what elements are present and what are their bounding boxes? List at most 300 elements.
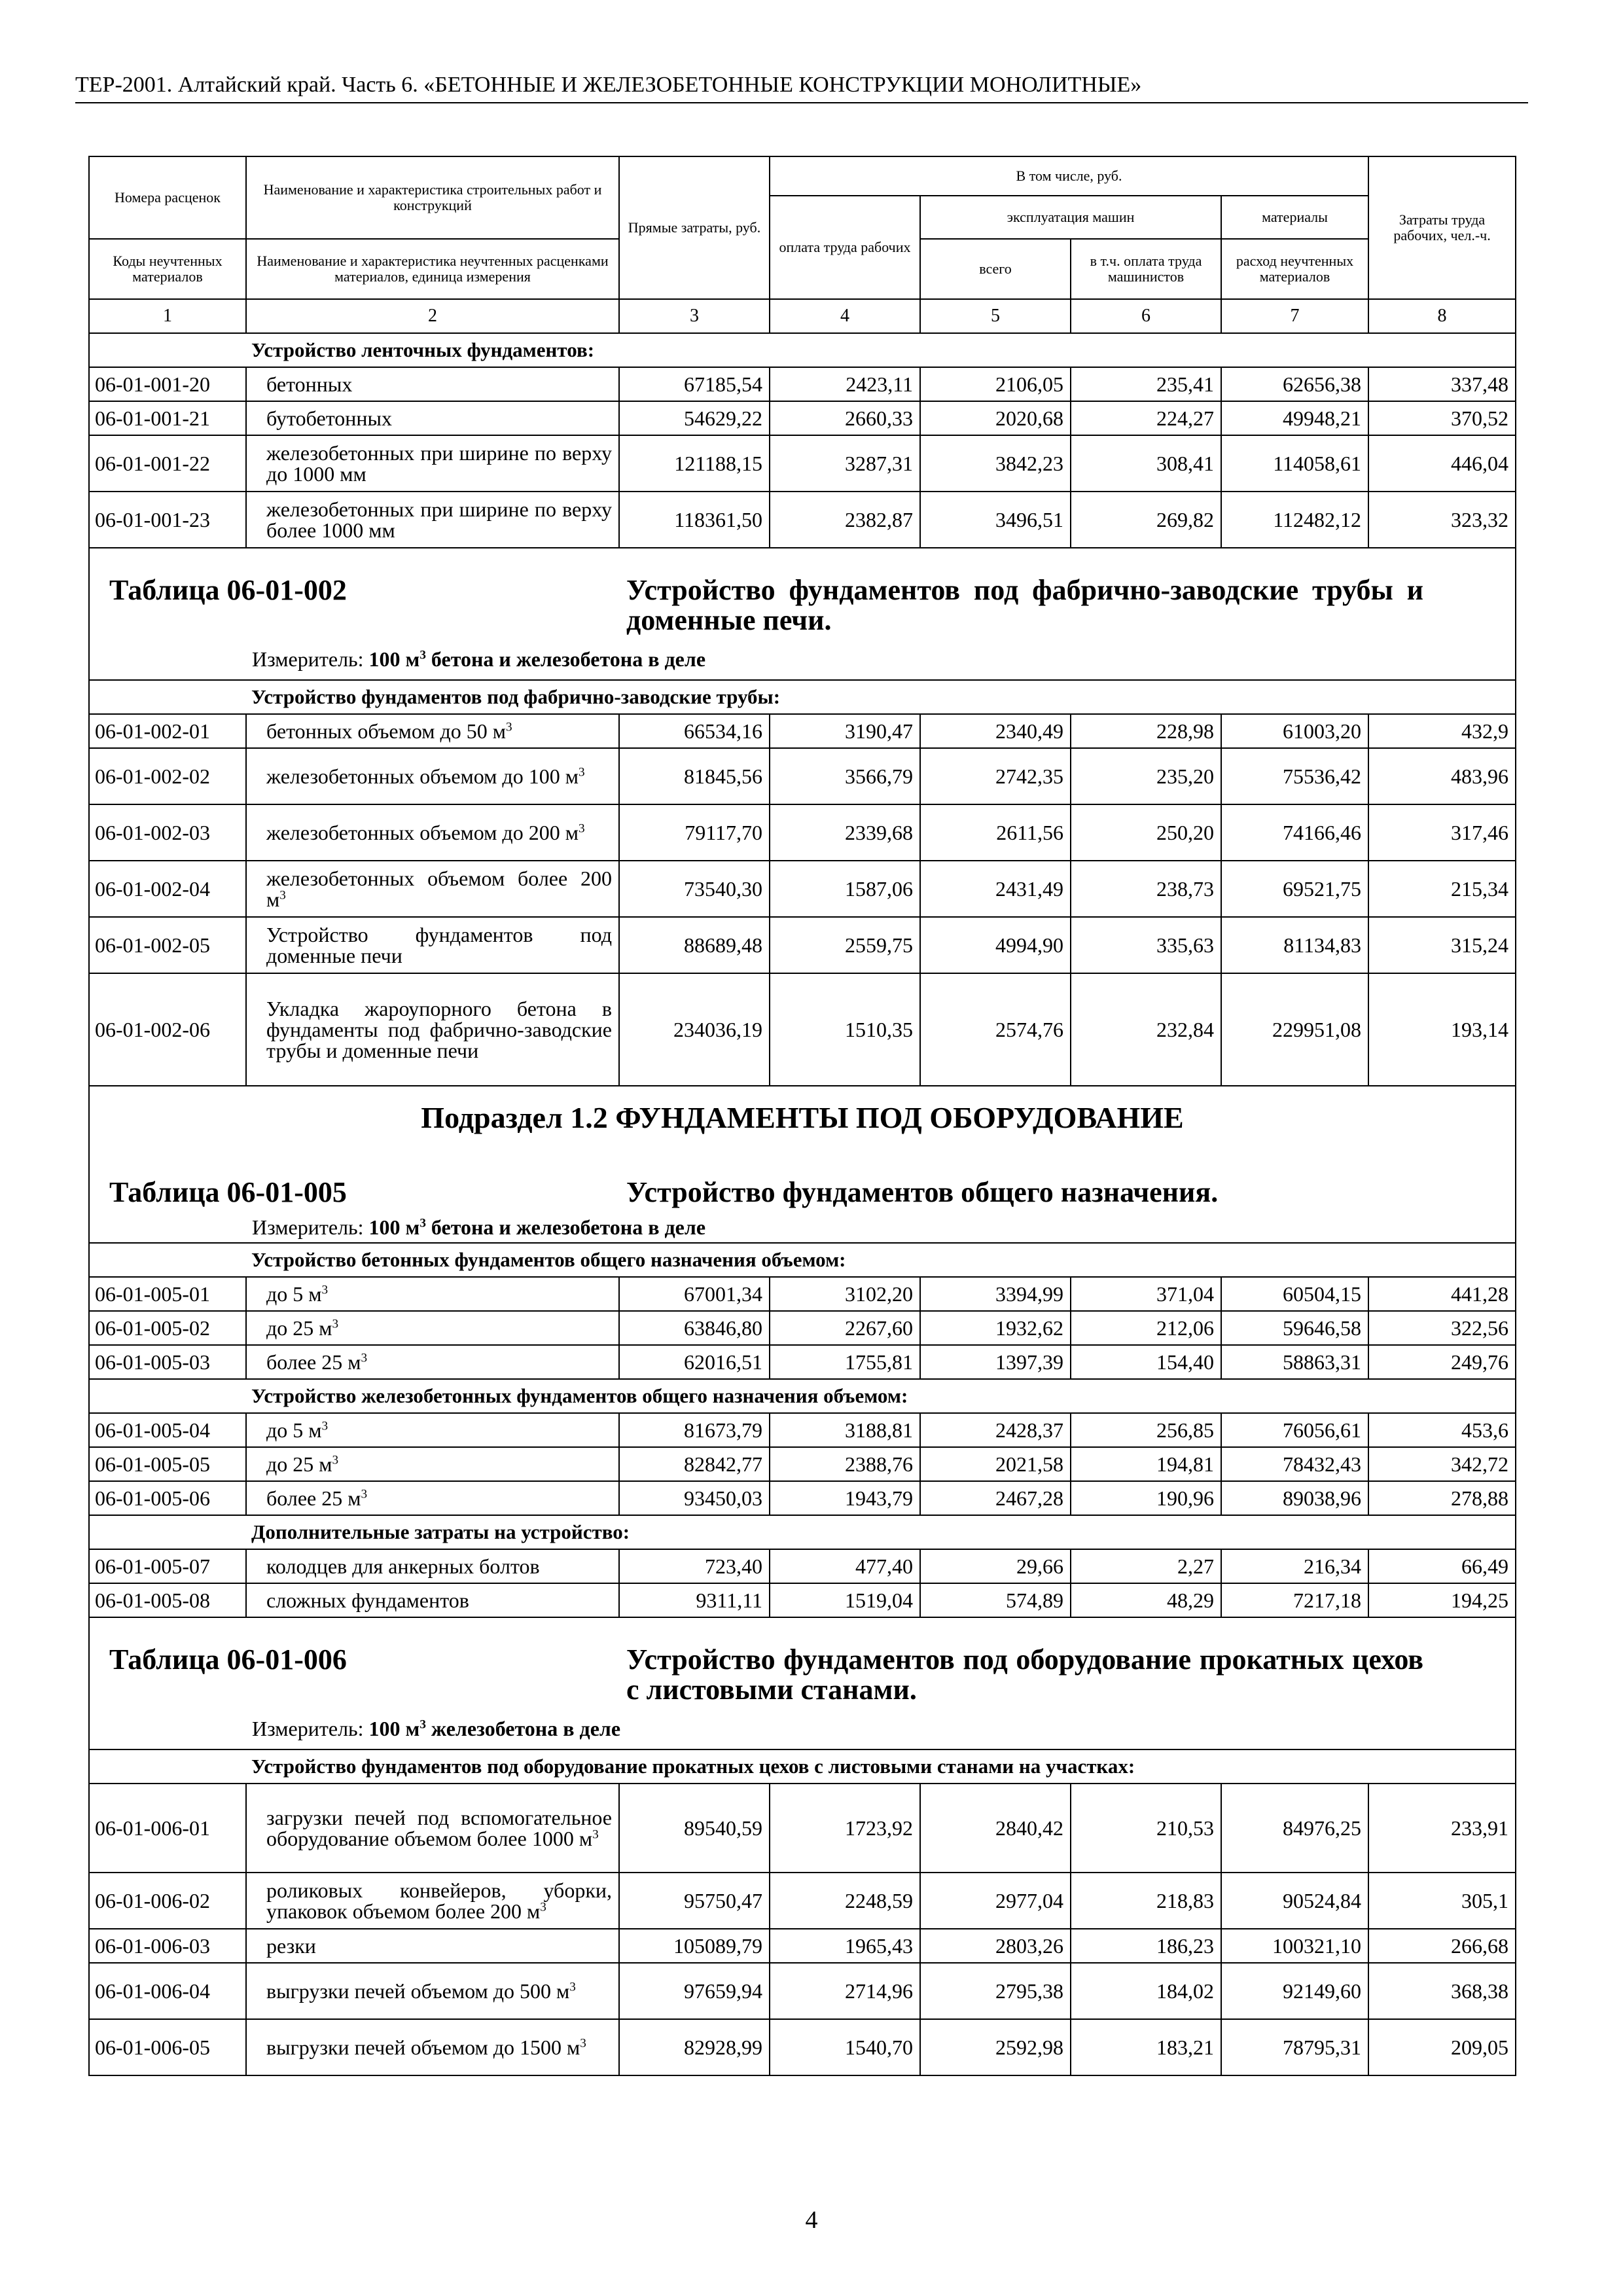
rate-name <box>246 973 619 1086</box>
group-code-cell <box>89 1749 246 1784</box>
cell-direct: 95750,47 <box>619 1873 770 1929</box>
cell-labor: 323,32 <box>1368 492 1516 548</box>
unit-exponent: 3 <box>578 765 585 780</box>
cell-materials: 58863,31 <box>1221 1345 1368 1379</box>
col-direct-header: Прямые затраты, руб. <box>619 156 770 299</box>
rate-code: 06-01-005-06 <box>89 1481 246 1515</box>
cell-labor: 193,14 <box>1368 973 1516 1086</box>
table-row <box>89 1784 1516 1873</box>
cell-machines: 574,89 <box>920 1583 1071 1617</box>
table-row <box>89 714 1516 748</box>
cell-machines: 2803,26 <box>920 1929 1071 1963</box>
cell-machinist: 250,20 <box>1071 804 1221 861</box>
cell-materials: 62656,38 <box>1221 367 1368 401</box>
cell-machinist: 184,02 <box>1071 1963 1221 2019</box>
cell-direct: 67185,54 <box>619 367 770 401</box>
cell-direct: 66534,16 <box>619 714 770 748</box>
table-title: Устройство фундаментов под фабрично-заводские трубы и доменные печи. <box>626 574 1424 636</box>
rate-name <box>246 861 619 917</box>
group-heading: Устройство фундаментов под фабрично-заводские трубы: <box>246 680 1516 714</box>
cell-direct: 121188,15 <box>619 435 770 492</box>
group-heading: Устройство бетонных фундаментов общего назначения объемом: <box>246 1243 1516 1277</box>
rate-name <box>246 1784 619 1873</box>
table-row <box>89 917 1516 973</box>
table-row <box>89 973 1516 1086</box>
cell-labor: 342,72 <box>1368 1447 1516 1481</box>
cell-labor-pay: 1755,81 <box>770 1345 920 1379</box>
measure-desc: железобетона в деле <box>425 1717 621 1740</box>
col-num: 3 <box>619 299 770 333</box>
col-name-header: Наименование и характеристика строительных работ и конструкций <box>246 156 619 239</box>
cell-machines: 2611,56 <box>920 804 1071 861</box>
cell-materials: 229951,08 <box>1221 973 1368 1086</box>
cell-machines: 2021,58 <box>920 1447 1071 1481</box>
col-codes-sub-header: Коды неучтенных материалов <box>89 239 246 299</box>
measure-label: Измеритель: <box>252 647 364 671</box>
cell-machinist: 232,84 <box>1071 973 1221 1086</box>
unit-exponent: 3 <box>569 1980 576 1994</box>
cell-direct: 93450,03 <box>619 1481 770 1515</box>
cell-machinist: 224,27 <box>1071 401 1221 435</box>
unit-exponent: 3 <box>419 648 426 662</box>
cell-materials: 74166,46 <box>1221 804 1368 861</box>
cell-labor: 322,56 <box>1368 1311 1516 1345</box>
cell-materials: 61003,20 <box>1221 714 1368 748</box>
cell-machinist: 194,81 <box>1071 1447 1221 1481</box>
cell-machines: 3842,23 <box>920 435 1071 492</box>
cell-machines: 2020,68 <box>920 401 1071 435</box>
rate-code: 06-01-002-06 <box>89 973 246 1086</box>
rate-name-text: железобетонных при ширине по верху более 1000 мм <box>266 497 612 542</box>
rate-code: 06-01-001-21 <box>89 401 246 435</box>
rate-name-text: бетонных объемом до 50 м <box>266 719 507 743</box>
group-code-cell <box>89 333 246 367</box>
table-number: Таблица 06-01-006 <box>109 1643 347 1676</box>
table-number: Таблица 06-01-002 <box>109 574 347 606</box>
cell-machinist: 212,06 <box>1071 1311 1221 1345</box>
rate-code: 06-01-002-03 <box>89 804 246 861</box>
col-machines-header: эксплуатация машин <box>920 196 1221 239</box>
measure-line <box>252 1717 620 1740</box>
rate-name-text: более 25 м <box>266 1350 361 1374</box>
rate-name-text: железобетонных объемом более 200 м <box>266 867 612 911</box>
measure-line <box>252 647 705 671</box>
rate-name-text: загрузки печей под вспомогательное оборудование объемом более 1000 м <box>266 1806 612 1850</box>
rate-code: 06-01-005-07 <box>89 1549 246 1583</box>
col-codes-header: Номера расценок <box>89 156 246 239</box>
cell-direct: 73540,30 <box>619 861 770 917</box>
cell-materials: 78795,31 <box>1221 2019 1368 2075</box>
rate-code: 06-01-002-04 <box>89 861 246 917</box>
cell-labor: 194,25 <box>1368 1583 1516 1617</box>
rate-name <box>246 1481 619 1515</box>
cell-labor: 209,05 <box>1368 2019 1516 2075</box>
section-inner <box>90 549 1515 679</box>
rate-name <box>246 1345 619 1379</box>
cell-labor: 66,49 <box>1368 1549 1516 1583</box>
cell-materials: 75536,42 <box>1221 748 1368 804</box>
cell-direct: 79117,70 <box>619 804 770 861</box>
cell-materials: 76056,61 <box>1221 1413 1368 1447</box>
group-row <box>89 680 1516 714</box>
cell-labor-pay: 1540,70 <box>770 2019 920 2075</box>
rate-name <box>246 492 619 548</box>
cell-materials: 114058,61 <box>1221 435 1368 492</box>
rate-name <box>246 804 619 861</box>
cell-labor: 278,88 <box>1368 1481 1516 1515</box>
table-row <box>89 1583 1516 1617</box>
col-laborpay-header: оплата труда рабочих <box>770 196 920 299</box>
table-row <box>89 1413 1516 1447</box>
cell-machinist: 183,21 <box>1071 2019 1221 2075</box>
section-cell <box>89 548 1516 680</box>
cell-machines: 2106,05 <box>920 367 1071 401</box>
cell-machinist: 269,82 <box>1071 492 1221 548</box>
cell-machines: 4994,90 <box>920 917 1071 973</box>
rate-name <box>246 1277 619 1311</box>
section-inner <box>90 1087 1515 1242</box>
cell-direct: 67001,34 <box>619 1277 770 1311</box>
rate-name <box>246 1311 619 1345</box>
table-title: Устройство фундаментов под оборудование прокатных цехов с листовыми станами. <box>626 1643 1424 1706</box>
group-heading: Устройство ленточных фундаментов: <box>246 333 1516 367</box>
unit-exponent: 3 <box>578 821 585 836</box>
rate-code: 06-01-001-20 <box>89 367 246 401</box>
cell-labor: 368,38 <box>1368 1963 1516 2019</box>
rate-name <box>246 2019 619 2075</box>
cell-labor: 337,48 <box>1368 367 1516 401</box>
rate-name <box>246 401 619 435</box>
cell-machinist: 218,83 <box>1071 1873 1221 1929</box>
unit-exponent: 3 <box>592 1827 599 1842</box>
rate-code: 06-01-006-02 <box>89 1873 246 1929</box>
measure-unit: 100 м <box>368 1215 420 1239</box>
rate-name-text: бутобетонных <box>266 406 392 430</box>
section-row <box>89 548 1516 680</box>
cell-machines: 2840,42 <box>920 1784 1071 1873</box>
rate-name-text: выгрузки печей объемом до 500 м <box>266 1979 570 2003</box>
rate-name-text: Укладка жароупорного бетона в фундаменты под фабрично-заводские трубы и доменные печи <box>266 997 612 1062</box>
unit-exponent: 3 <box>321 1283 329 1297</box>
section-row <box>89 1617 1516 1749</box>
cell-labor-pay: 3566,79 <box>770 748 920 804</box>
cell-labor: 266,68 <box>1368 1929 1516 1963</box>
rates-table <box>88 156 1516 2076</box>
group-heading: Устройство железобетонных фундаментов общего назначения объемом: <box>246 1379 1516 1413</box>
cell-machines: 29,66 <box>920 1549 1071 1583</box>
section-row <box>89 1086 1516 1243</box>
col-num: 5 <box>920 299 1071 333</box>
measure-unit: 100 м <box>368 1717 420 1740</box>
group-heading: Устройство фундаментов под оборудование прокатных цехов с листовыми станами на участках: <box>246 1749 1516 1784</box>
cell-direct: 118361,50 <box>619 492 770 548</box>
unit-exponent: 3 <box>419 1717 426 1732</box>
cell-machinist: 190,96 <box>1071 1481 1221 1515</box>
rate-name-text: до 5 м <box>266 1282 322 1306</box>
cell-labor-pay: 1723,92 <box>770 1784 920 1873</box>
col-num: 2 <box>246 299 619 333</box>
rate-code: 06-01-005-02 <box>89 1311 246 1345</box>
cell-materials: 84976,25 <box>1221 1784 1368 1873</box>
table-title: Устройство фундаментов общего назначения. <box>626 1176 1219 1208</box>
cell-machines: 2592,98 <box>920 2019 1071 2075</box>
unit-exponent: 3 <box>332 1317 339 1331</box>
rate-name-text: бетонных <box>266 372 353 396</box>
rate-name-text: сложных фундаментов <box>266 1588 469 1612</box>
unit-exponent: 3 <box>540 1900 546 1914</box>
table-row <box>89 1447 1516 1481</box>
measure-value <box>369 1717 621 1740</box>
cell-machines: 2340,49 <box>920 714 1071 748</box>
cell-labor-pay: 3190,47 <box>770 714 920 748</box>
cell-materials: 7217,18 <box>1221 1583 1368 1617</box>
table-row <box>89 1929 1516 1963</box>
rate-name <box>246 1873 619 1929</box>
rate-name <box>246 367 619 401</box>
rate-name <box>246 917 619 973</box>
rate-name-text: резки <box>266 1934 316 1958</box>
group-code-cell <box>89 1243 246 1277</box>
section-cell <box>89 1617 1516 1749</box>
cell-materials: 81134,83 <box>1221 917 1368 973</box>
cell-direct: 81845,56 <box>619 748 770 804</box>
col-num: 1 <box>89 299 246 333</box>
rate-name-text: выгрузки печей объемом до 1500 м <box>266 2036 580 2059</box>
table-row <box>89 1481 1516 1515</box>
rate-code: 06-01-005-05 <box>89 1447 246 1481</box>
cell-machinist: 48,29 <box>1071 1583 1221 1617</box>
rate-code: 06-01-005-08 <box>89 1583 246 1617</box>
measure-value <box>369 647 706 671</box>
section-inner <box>90 1619 1515 1748</box>
group-row <box>89 333 1516 367</box>
cell-labor: 483,96 <box>1368 748 1516 804</box>
cell-materials: 89038,96 <box>1221 1481 1368 1515</box>
cell-labor: 446,04 <box>1368 435 1516 492</box>
table-row <box>89 1549 1516 1583</box>
cell-direct: 234036,19 <box>619 973 770 1086</box>
cell-machines: 1397,39 <box>920 1345 1071 1379</box>
measure-line <box>252 1215 705 1239</box>
cell-machinist: 371,04 <box>1071 1277 1221 1311</box>
rate-name <box>246 1583 619 1617</box>
cell-labor-pay: 1587,06 <box>770 861 920 917</box>
cell-materials: 49948,21 <box>1221 401 1368 435</box>
cell-labor-pay: 2660,33 <box>770 401 920 435</box>
cell-labor: 305,1 <box>1368 1873 1516 1929</box>
cell-machinist: 335,63 <box>1071 917 1221 973</box>
unit-exponent: 3 <box>332 1453 339 1467</box>
cell-direct: 81673,79 <box>619 1413 770 1447</box>
cell-machines: 2431,49 <box>920 861 1071 917</box>
col-labor-header: Затраты труда рабочих, чел.-ч. <box>1368 156 1516 299</box>
rate-code: 06-01-001-22 <box>89 435 246 492</box>
cell-labor-pay: 2559,75 <box>770 917 920 973</box>
cell-labor: 233,91 <box>1368 1784 1516 1873</box>
cell-direct: 723,40 <box>619 1549 770 1583</box>
cell-machines: 2428,37 <box>920 1413 1071 1447</box>
group-row <box>89 1749 1516 1784</box>
cell-machinist: 2,27 <box>1071 1549 1221 1583</box>
cell-materials: 90524,84 <box>1221 1873 1368 1929</box>
unit-exponent: 3 <box>279 888 286 903</box>
cell-machinist: 308,41 <box>1071 435 1221 492</box>
table-row <box>89 435 1516 492</box>
cell-machinist: 256,85 <box>1071 1413 1221 1447</box>
table-row <box>89 748 1516 804</box>
cell-machines: 2467,28 <box>920 1481 1071 1515</box>
cell-machinist: 228,98 <box>1071 714 1221 748</box>
cell-machines: 3394,99 <box>920 1277 1071 1311</box>
rate-name <box>246 1963 619 2019</box>
cell-labor: 453,6 <box>1368 1413 1516 1447</box>
cell-direct: 89540,59 <box>619 1784 770 1873</box>
cell-machines: 2742,35 <box>920 748 1071 804</box>
cell-labor: 441,28 <box>1368 1277 1516 1311</box>
table-row <box>89 1277 1516 1311</box>
cell-labor: 315,24 <box>1368 917 1516 973</box>
cell-materials: 216,34 <box>1221 1549 1368 1583</box>
page-header: ТЕР-2001. Алтайский край. Часть 6. «БЕТОННЫЕ И ЖЕЛЕЗОБЕТОННЫЕ КОНСТРУКЦИИ МОНОЛИТНЫЕ» <box>75 71 1528 103</box>
group-code-cell <box>89 1515 246 1549</box>
col-matuse-header: расход неучтенных материалов <box>1221 239 1368 299</box>
rate-name-text: до 25 м <box>266 1316 332 1340</box>
cell-labor-pay: 2382,87 <box>770 492 920 548</box>
measure-unit: 100 м <box>368 647 420 671</box>
unit-exponent: 3 <box>419 1216 426 1230</box>
cell-machinist: 235,41 <box>1071 367 1221 401</box>
cell-labor-pay: 1519,04 <box>770 1583 920 1617</box>
table-number: Таблица 06-01-005 <box>109 1176 347 1208</box>
group-heading: Дополнительные затраты на устройство: <box>246 1515 1516 1549</box>
rate-name-text: железобетонных объемом до 100 м <box>266 764 579 788</box>
cell-direct: 62016,51 <box>619 1345 770 1379</box>
cell-labor-pay: 3287,31 <box>770 435 920 492</box>
rate-code: 06-01-006-01 <box>89 1784 246 1873</box>
unit-exponent: 3 <box>321 1419 329 1433</box>
rate-name <box>246 748 619 804</box>
subsection-title: Подраздел 1.2 ФУНДАМЕНТЫ ПОД ОБОРУДОВАНИЕ <box>421 1101 1184 1134</box>
rate-code: 06-01-002-01 <box>89 714 246 748</box>
cell-labor-pay: 2714,96 <box>770 1963 920 2019</box>
unit-exponent: 3 <box>580 2036 586 2051</box>
cell-direct: 82928,99 <box>619 2019 770 2075</box>
cell-labor-pay: 1965,43 <box>770 1929 920 1963</box>
cell-machinist: 210,53 <box>1071 1784 1221 1873</box>
group-row <box>89 1515 1516 1549</box>
col-total-header: всего <box>920 239 1071 299</box>
cell-direct: 88689,48 <box>619 917 770 973</box>
cell-labor-pay: 2267,60 <box>770 1311 920 1345</box>
cell-labor: 370,52 <box>1368 401 1516 435</box>
cell-direct: 9311,11 <box>619 1583 770 1617</box>
cell-labor-pay: 477,40 <box>770 1549 920 1583</box>
rate-name-text: до 5 м <box>266 1418 322 1442</box>
cell-labor-pay: 1943,79 <box>770 1481 920 1515</box>
rate-code: 06-01-006-05 <box>89 2019 246 2075</box>
cell-labor-pay: 2248,59 <box>770 1873 920 1929</box>
rate-name-text: более 25 м <box>266 1486 361 1510</box>
cell-machines: 2977,04 <box>920 1873 1071 1929</box>
cell-direct: 105089,79 <box>619 1929 770 1963</box>
table-row <box>89 1345 1516 1379</box>
group-code-cell <box>89 1379 246 1413</box>
unit-exponent: 3 <box>361 1487 368 1501</box>
measure-label: Измеритель: <box>252 1717 364 1740</box>
group-row <box>89 1243 1516 1277</box>
col-num: 7 <box>1221 299 1368 333</box>
table-row <box>89 861 1516 917</box>
rate-name <box>246 1549 619 1583</box>
cell-materials: 59646,58 <box>1221 1311 1368 1345</box>
cell-labor-pay: 3102,20 <box>770 1277 920 1311</box>
cell-materials: 69521,75 <box>1221 861 1368 917</box>
col-incl-header: В том числе, руб. <box>770 156 1368 196</box>
column-numbers-row <box>89 299 1516 333</box>
table-row <box>89 2019 1516 2075</box>
rate-code: 06-01-006-04 <box>89 1963 246 2019</box>
cell-materials: 100321,10 <box>1221 1929 1368 1963</box>
section-cell <box>89 1086 1516 1243</box>
rate-name-text: Устройство фундаментов под доменные печи <box>266 923 612 967</box>
cell-direct: 97659,94 <box>619 1963 770 2019</box>
rate-name <box>246 1447 619 1481</box>
cell-labor-pay: 2423,11 <box>770 367 920 401</box>
col-machinist-header: в т.ч. оплата труда машинистов <box>1071 239 1221 299</box>
rate-name-text: колодцев для анкерных болтов <box>266 1554 540 1578</box>
cell-machinist: 186,23 <box>1071 1929 1221 1963</box>
rate-code: 06-01-002-02 <box>89 748 246 804</box>
rate-code: 06-01-006-03 <box>89 1929 246 1963</box>
cell-machinist: 235,20 <box>1071 748 1221 804</box>
unit-exponent: 3 <box>506 720 512 734</box>
cell-machinist: 154,40 <box>1071 1345 1221 1379</box>
rate-name <box>246 1413 619 1447</box>
table-row <box>89 492 1516 548</box>
col-num: 6 <box>1071 299 1221 333</box>
rate-name <box>246 1929 619 1963</box>
col-name-sub-header: Наименование и характеристика неучтенных расценками материалов, единица измерения <box>246 239 619 299</box>
cell-labor: 215,34 <box>1368 861 1516 917</box>
cell-labor-pay: 1510,35 <box>770 973 920 1086</box>
measure-label: Измеритель: <box>252 1215 364 1239</box>
table-row <box>89 1311 1516 1345</box>
page-number: 4 <box>805 2206 818 2234</box>
measure-desc: бетона и железобетона в деле <box>425 647 706 671</box>
rate-name <box>246 714 619 748</box>
table-row <box>89 804 1516 861</box>
table-row <box>89 1873 1516 1929</box>
rate-code: 06-01-001-23 <box>89 492 246 548</box>
table-row <box>89 401 1516 435</box>
cell-machines: 3496,51 <box>920 492 1071 548</box>
table-row <box>89 367 1516 401</box>
cell-materials: 112482,12 <box>1221 492 1368 548</box>
group-code-cell <box>89 680 246 714</box>
rate-code: 06-01-005-03 <box>89 1345 246 1379</box>
cell-machines: 2795,38 <box>920 1963 1071 2019</box>
cell-machinist: 238,73 <box>1071 861 1221 917</box>
measure-value <box>369 1215 706 1239</box>
rate-code: 06-01-005-04 <box>89 1413 246 1447</box>
cell-labor-pay: 2339,68 <box>770 804 920 861</box>
measure-desc: бетона и железобетона в деле <box>425 1215 706 1239</box>
rate-name <box>246 435 619 492</box>
rate-name-text: до 25 м <box>266 1452 332 1476</box>
cell-labor: 249,76 <box>1368 1345 1516 1379</box>
col-num: 8 <box>1368 299 1516 333</box>
group-row <box>89 1379 1516 1413</box>
